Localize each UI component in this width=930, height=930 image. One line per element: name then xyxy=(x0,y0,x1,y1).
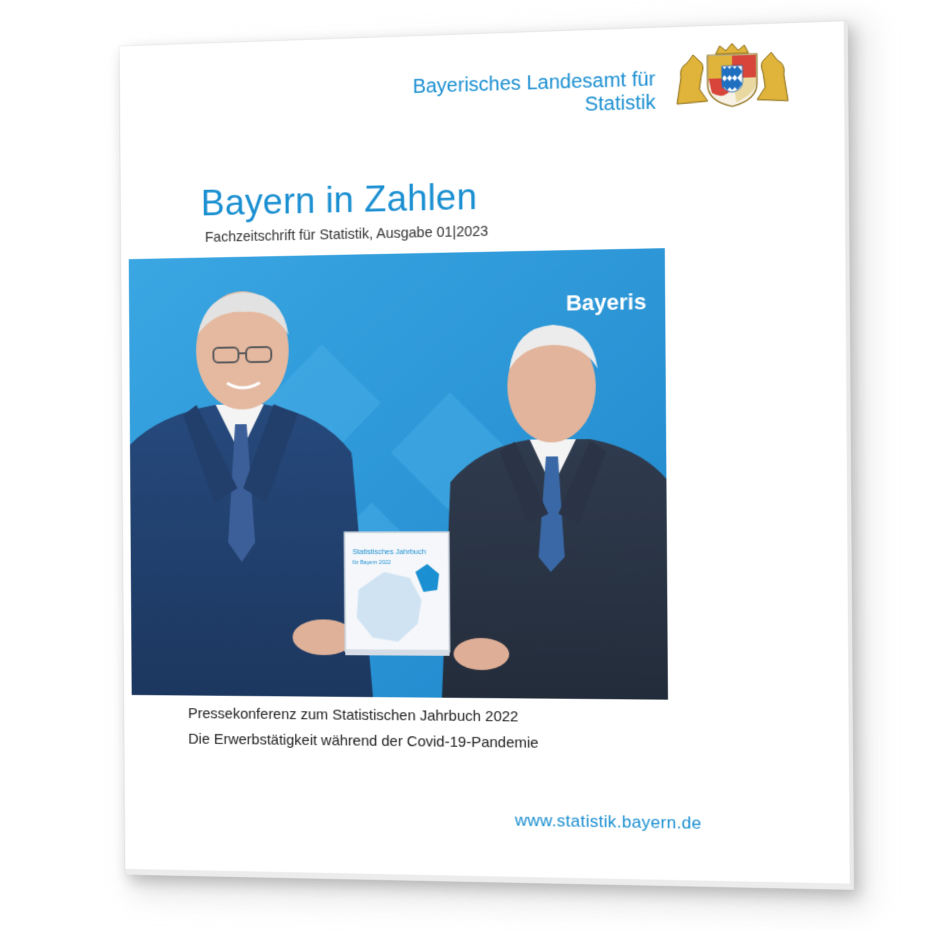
press-conference-photo xyxy=(129,248,668,700)
magazine-cover xyxy=(120,21,854,890)
publisher-line-2: Statistik xyxy=(584,91,656,116)
backdrop-wordmark: Bayeris xyxy=(565,288,647,316)
publisher-name xyxy=(356,68,656,123)
teaser-article-2: Die Erwerbstätigkeit während der Covid-19-Pandemie xyxy=(188,730,539,752)
cover-photo xyxy=(129,248,668,700)
book-title: Statistisches Jahrbuch xyxy=(352,546,427,557)
magazine-subtitle: Fachzeitschrift für Statistik, Ausgabe 01|2023 xyxy=(204,223,489,246)
publisher-line-1: Bayerisches Landesamt für xyxy=(412,68,656,99)
teaser-article-1: Pressekonferenz zum Statistischen Jahrbuch 2022 xyxy=(188,705,519,726)
magazine-title: Bayern in Zahlen xyxy=(200,176,478,224)
book-subtitle: für Bayern 2022 xyxy=(352,559,391,567)
bavarian-coat-of-arms-icon xyxy=(671,39,795,110)
website-link[interactable]: www.statistik.bayern.de xyxy=(514,810,702,833)
